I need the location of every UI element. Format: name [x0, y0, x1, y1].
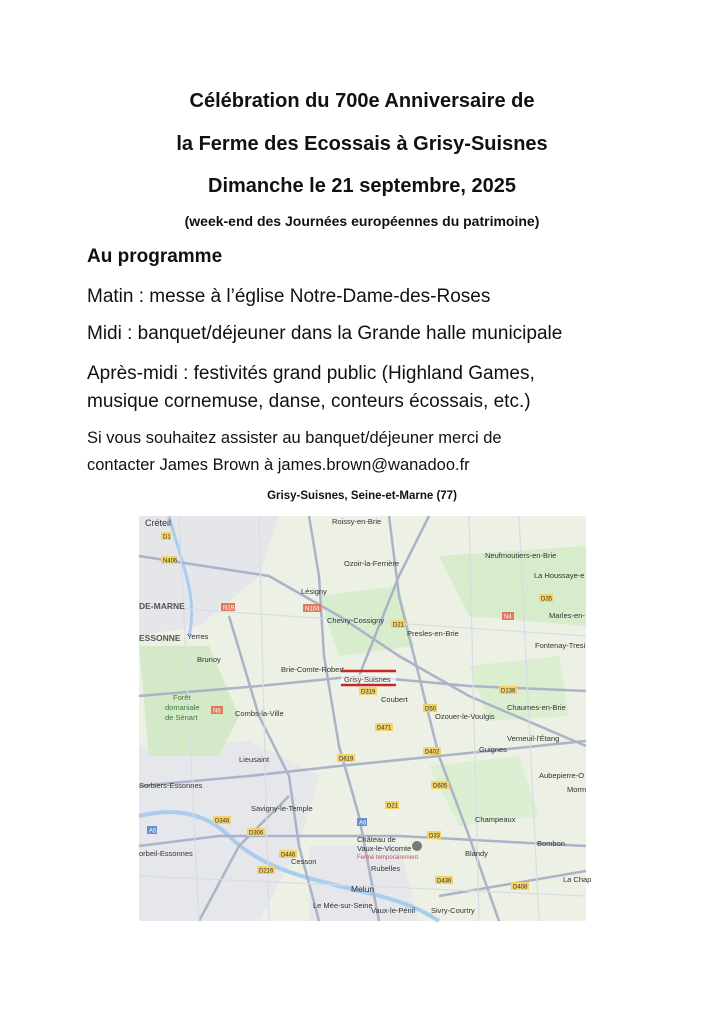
place-sorbiers: Sorbiers-Essonnes [139, 781, 203, 790]
place-marles: Marles-en- [549, 611, 585, 620]
place-fontenay: Fontenay-Tresi [535, 641, 586, 650]
place-lieusaint: Lieusaint [239, 755, 270, 764]
place-presles: Presles-en-Brie [407, 629, 459, 638]
svg-text:D50: D50 [425, 706, 437, 713]
subtitle: (week-end des Journées européennes du patrimoine) [184, 213, 540, 229]
place-grisy-suisnes: Grisy-Suisnes [344, 675, 391, 684]
place-la-chap: La Chap [563, 875, 592, 884]
svg-text:D35: D35 [541, 596, 553, 603]
place-corbeil: orbeil-Essonnes [139, 849, 193, 858]
program-noon: Midi : banquet/déjeuner dans la Grande halle municipale [87, 323, 563, 344]
place-essonne: ESSONNE [139, 633, 181, 643]
svg-text:D436: D436 [437, 878, 452, 885]
svg-text:D408: D408 [513, 884, 528, 891]
svg-text:D471: D471 [377, 725, 392, 732]
svg-text:D446: D446 [281, 852, 296, 859]
place-savigny: Savigny-le-Temple [251, 804, 313, 813]
svg-text:A5: A5 [149, 828, 157, 835]
title-line-1: Célébration du 700e Anniversaire de [189, 90, 535, 112]
program-afternoon-line-2: musique cornemuse, danse, conteurs écossais, etc.) [87, 391, 531, 412]
svg-text:D605: D605 [433, 783, 448, 790]
program-heading: Au programme [87, 246, 223, 267]
map-svg [139, 516, 592, 921]
map-image [139, 516, 592, 921]
map-caption: Grisy-Suisnes, Seine-et-Marne (77) [267, 490, 457, 502]
place-aubepierre: Aubepierre-O [539, 771, 585, 780]
program-afternoon-line-1: Après-midi : festivités grand public (Highland Games, [87, 363, 535, 384]
svg-text:D21: D21 [387, 803, 399, 810]
place-guignes: Guignes [479, 745, 507, 754]
title-line-3: Dimanche le 21 septembre, 2025 [208, 175, 516, 197]
monument-icon [412, 841, 422, 851]
place-mee: Le Mée-sur-Seine [313, 901, 373, 910]
place-foret-3: de Sénart [165, 713, 198, 722]
svg-text:A6: A6 [359, 820, 367, 827]
place-ozoir: Ozoir-la-Ferrière [344, 559, 400, 568]
svg-text:N406: N406 [163, 558, 178, 565]
svg-text:N104: N104 [305, 606, 320, 613]
contact-line-2: contacter James Brown à james.brown@wanadoo.fr [87, 456, 470, 474]
place-foret-1: Forêt [173, 693, 191, 702]
place-cesson: Cesson [291, 857, 317, 866]
place-houssaye: La Houssaye-e [534, 571, 585, 580]
place-rubelles: Rubelles [371, 864, 401, 873]
place-bombon: Bombon [537, 839, 565, 848]
place-verneuil: Verneuil-l'Étang [507, 734, 560, 743]
svg-text:D402: D402 [425, 749, 440, 756]
place-chaumes: Chaumes-en-Brie [507, 703, 566, 712]
place-roissy: Roissy-en-Brie [332, 517, 382, 526]
place-creteil: Créteil [145, 518, 172, 528]
svg-text:D136: D136 [501, 688, 516, 695]
svg-text:D216: D216 [259, 868, 274, 875]
place-yerres: Yerres [187, 632, 209, 641]
svg-text:D21: D21 [393, 622, 405, 629]
place-combs: Combs-la-Ville [235, 709, 284, 718]
place-sivry: Sivry-Courtry [431, 906, 475, 915]
svg-text:D306: D306 [249, 830, 264, 837]
place-melun: Melun [351, 884, 375, 894]
place-champeaux: Champeaux [475, 815, 516, 824]
place-blandy: Blandy [465, 849, 488, 858]
place-chateau-1: Château de [357, 835, 396, 844]
svg-text:N6: N6 [213, 708, 221, 715]
svg-text:D33: D33 [429, 833, 441, 840]
svg-text:D1: D1 [163, 534, 171, 541]
place-mormant: Morm [567, 785, 587, 794]
place-foret-2: domaniale [165, 703, 200, 712]
title-line-2: la Ferme des Ecossais à Grisy-Suisnes [176, 133, 548, 155]
place-neufmoutiers: Neufmoutiers-en-Brie [485, 551, 557, 560]
place-brunoy: Brunoy [197, 655, 221, 664]
place-vaux-le-penil: Vaux-le-Pénil [371, 906, 416, 915]
place-coubert: Coubert [381, 695, 408, 704]
place-chevry: Chevry-Cossigny [327, 616, 385, 625]
place-chateau-2: Vaux-le-Vicomte [357, 844, 412, 853]
place-val-de-marne: DE-MARNE [139, 601, 185, 611]
svg-text:N4: N4 [504, 614, 512, 621]
svg-text:D346: D346 [215, 818, 230, 825]
place-ozouer: Ozouer-le-Voulgis [435, 712, 495, 721]
svg-text:D319: D319 [361, 689, 376, 696]
place-lesigny: Lésigny [301, 587, 327, 596]
contact-line-1: Si vous souhaitez assister au banquet/déjeuner merci de [87, 429, 502, 447]
svg-text:N19: N19 [223, 605, 235, 612]
place-chateau-3: Fermé temporairement [357, 855, 419, 861]
program-morning: Matin : messe à l’église Notre-Dame-des-Roses [87, 286, 491, 307]
svg-text:D619: D619 [339, 756, 354, 763]
place-brie: Brie-Comte-Robert [281, 665, 344, 674]
